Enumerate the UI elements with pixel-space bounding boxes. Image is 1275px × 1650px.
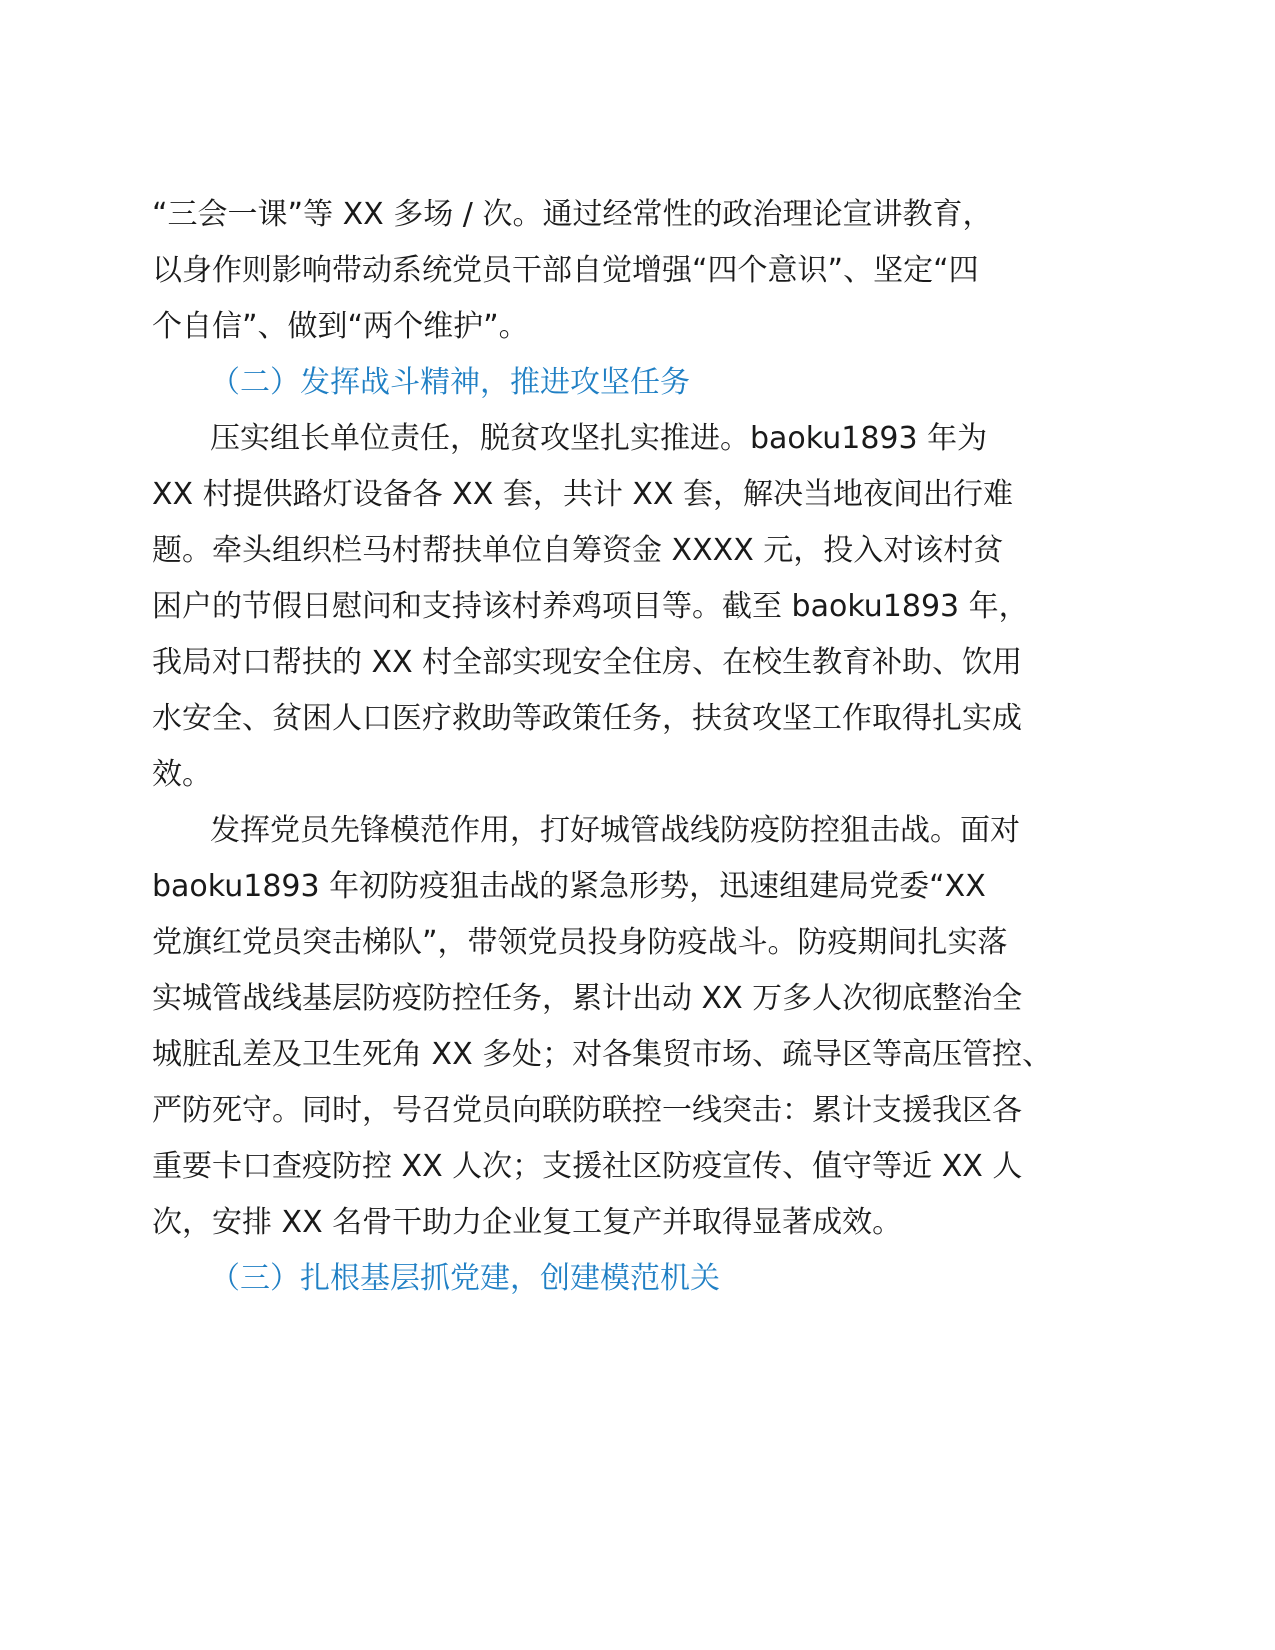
text-line: “三会一课”等 XX 多场 / 次。通过经常性的政治理论宣讲教育， — [152, 197, 993, 232]
text-line: 发挥党员先锋模范作用，打好城管战线防疫防控狙击战。面对 — [210, 813, 1020, 848]
text-line: 我局对口帮扶的 XX 村全部实现安全住房、在校生教育补助、饮用 — [152, 645, 1023, 680]
text-line: 题。牵头组织栏马村帮扶单位自筹资金 XXXX 元，投入对该村贫 — [152, 533, 1004, 568]
text-line: 城脏乱差及卫生死角 XX 多处；对各集贸市场、疏导区等高压管控、 — [152, 1037, 1053, 1072]
section-heading: （三）扎根基层抓党建，创建模范机关 — [210, 1261, 720, 1296]
text-line: 效。 — [152, 757, 212, 792]
text-line: 水安全、贫困人口医疗救助等政策任务，扶贫攻坚工作取得扎实成 — [152, 701, 1022, 736]
text-line: 以身作则影响带动系统党员干部自觉增强“四个意识”、坚定“四 — [152, 253, 979, 288]
text-line: 实城管战线基层防疫防控任务，累计出动 XX 万多人次彻底整治全 — [152, 981, 1023, 1016]
text-line: 压实组长单位责任，脱贫攻坚扎实推进。baoku1893 年为 — [210, 421, 988, 456]
text-line: 困户的节假日慰问和支持该村养鸡项目等。截至 baoku1893 年， — [152, 589, 1029, 624]
text-line: 次，安排 XX 名骨干助力企业复工复产并取得显著成效。 — [152, 1205, 903, 1240]
text-line: 严防死守。同时，号召党员向联防联控一线突击：累计支援我区各 — [152, 1093, 1022, 1128]
section-heading: （二）发挥战斗精神，推进攻坚任务 — [210, 365, 690, 400]
text-line: baoku1893 年初防疫狙击战的紧急形势，迅速组建局党委“XX — [152, 869, 986, 904]
text-line: 重要卡口查疫防控 XX 人次；支援社区防疫宣传、值守等近 XX 人 — [152, 1149, 1023, 1184]
text-line: XX 村提供路灯设备各 XX 套，共计 XX 套，解决当地夜间出行难 — [152, 477, 1013, 512]
text-line: 个自信”、做到“两个维护”。 — [152, 309, 529, 344]
text-line: 党旗红党员突击梯队”，带领党员投身防疫战斗。防疫期间扎实落 — [152, 925, 1008, 960]
